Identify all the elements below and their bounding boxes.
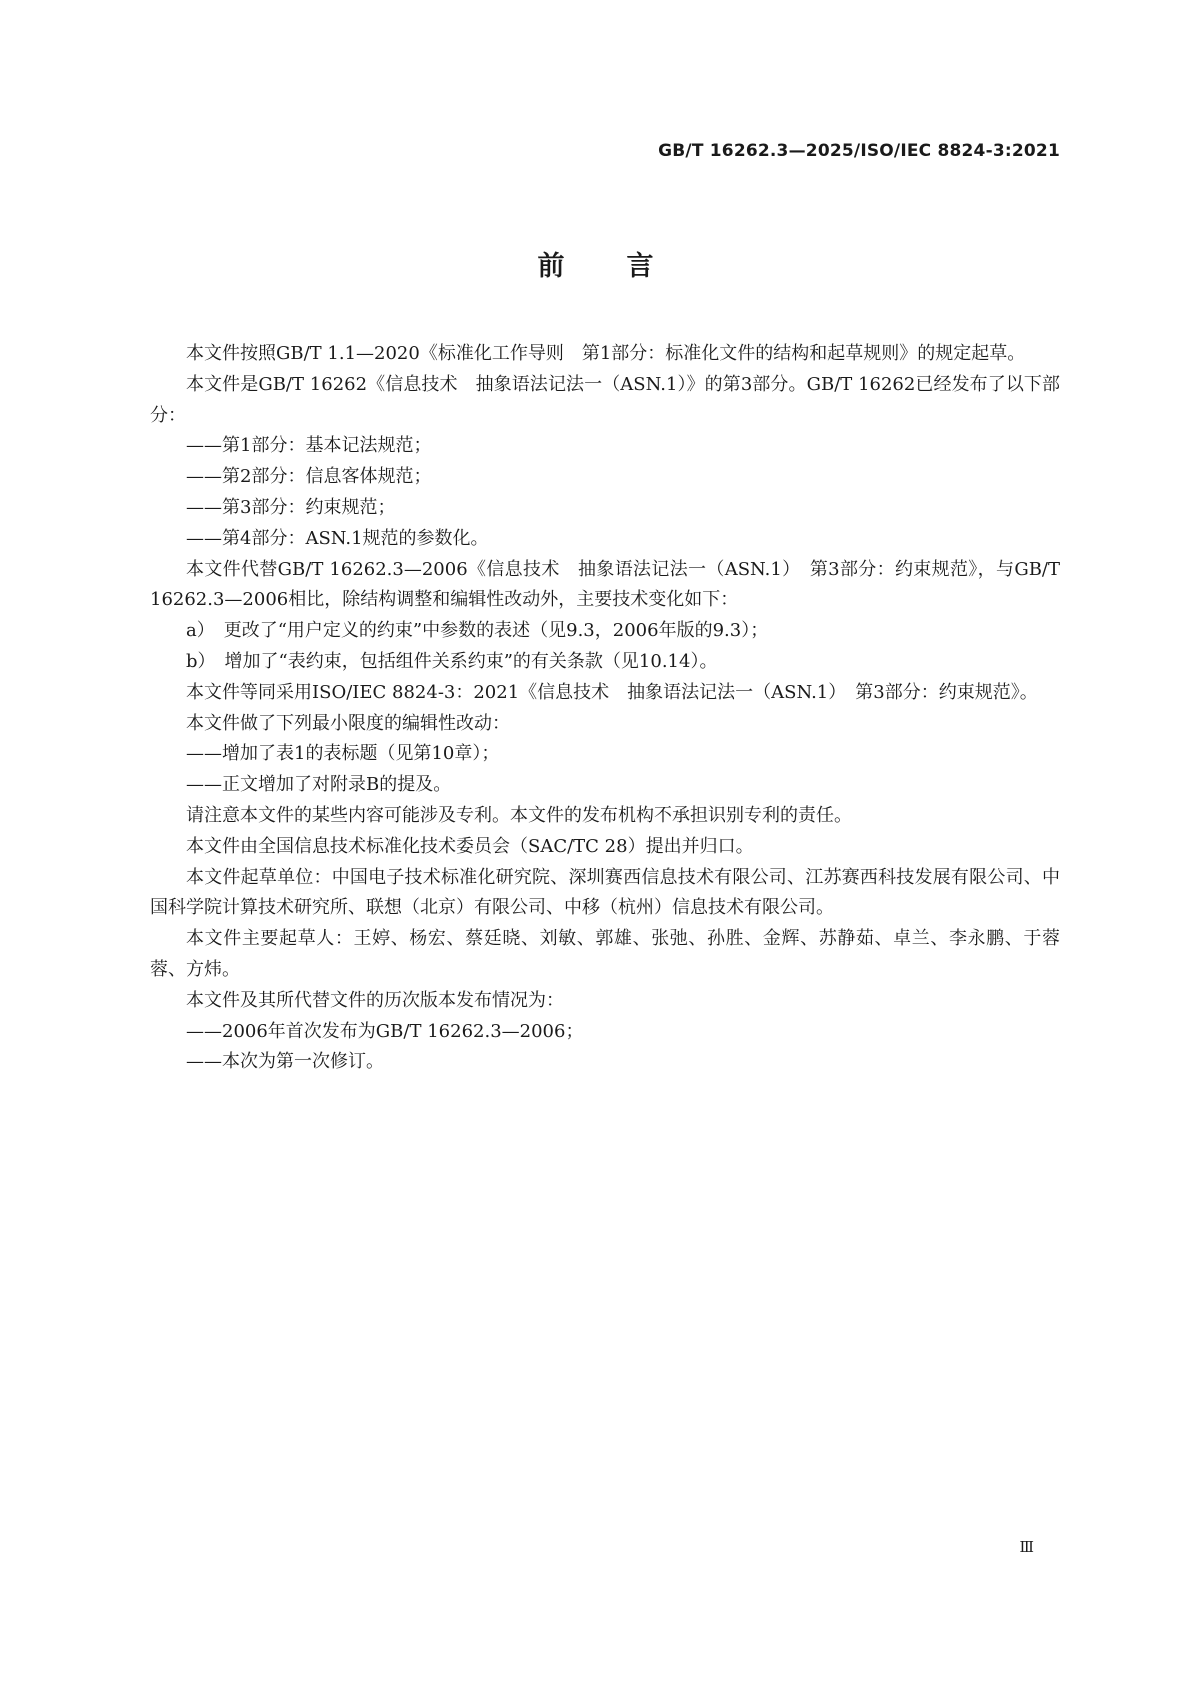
list-item: ——增加了表1的表标题（见第10章）； <box>186 743 500 765</box>
list-item: ——第1部分：基本记法规范； <box>186 435 432 457</box>
paragraph: 本文件代替GB/T 16262.3—2006《信息技术 抽象语法记法一（ASN.1） 第3部分：约束规范》，与GB/T 16262.3—2006相比，除结构调整和编辑性改动外，主要技术变化如下： <box>150 558 1060 611</box>
page-number: Ⅲ <box>1019 1538 1034 1556</box>
paragraph: 本文件及其所代替文件的历次版本发布情况为： <box>186 989 564 1011</box>
foreword-body <box>150 339 1060 1078</box>
paragraph: 请注意本文件的某些内容可能涉及专利。本文件的发布机构不承担识别专利的责任。 <box>186 804 852 826</box>
paragraph: 本文件由全国信息技术标准化技术委员会（SAC/TC 28）提出并归口。 <box>186 835 754 857</box>
paragraph: 本文件等同采用ISO/IEC 8824-3：2021《信息技术 抽象语法记法一（ASN.1） 第3部分：约束规范》。 <box>186 681 1038 703</box>
list-item: ——第4部分：ASN.1规范的参数化。 <box>186 527 489 549</box>
list-item: a） 更改了“用户定义的约束”中参数的表述（见9.3，2006年版的9.3）； <box>186 620 769 642</box>
paragraph: 本文件是GB/T 16262《信息技术 抽象语法记法一（ASN.1）》的第3部分。GB/T 16262已经发布了以下部分： <box>150 373 1060 426</box>
list-item: ——正文增加了对附录B的提及。 <box>186 774 452 796</box>
paragraph: 本文件起草单位：中国电子技术标准化研究院、深圳赛西信息技术有限公司、江苏赛西科技发展有限公司、中国科学院计算技术研究所、联想（北京）有限公司、中移（杭州）信息技术有限公司。 <box>150 866 1060 919</box>
document-code: GB/T 16262.3—2025/ISO/IEC 8824-3:2021 <box>658 141 1060 161</box>
list-item: ——第2部分：信息客体规范； <box>186 466 432 488</box>
paragraph: 本文件做了下列最小限度的编辑性改动： <box>186 712 510 734</box>
list-item: ——2006年首次发布为GB/T 16262.3—2006； <box>186 1020 584 1042</box>
paragraph: 本文件主要起草人：王婷、杨宏、蔡廷晓、刘敏、郭雄、张弛、孙胜、金辉、苏静茹、卓兰、李永鹏、于蓉蓉、方炜。 <box>150 928 1060 980</box>
list-item: ——第3部分：约束规范； <box>186 496 396 518</box>
list-item: ——本次为第一次修订。 <box>186 1051 384 1073</box>
list-item: b） 增加了“表约束，包括组件关系约束”的有关条款（见10.14）。 <box>186 650 718 672</box>
page-title: 前言 <box>537 251 716 282</box>
paragraph: 本文件按照GB/T 1.1—2020《标准化工作导则 第1部分：标准化文件的结构和起草规则》的规定起草。 <box>186 343 1026 364</box>
